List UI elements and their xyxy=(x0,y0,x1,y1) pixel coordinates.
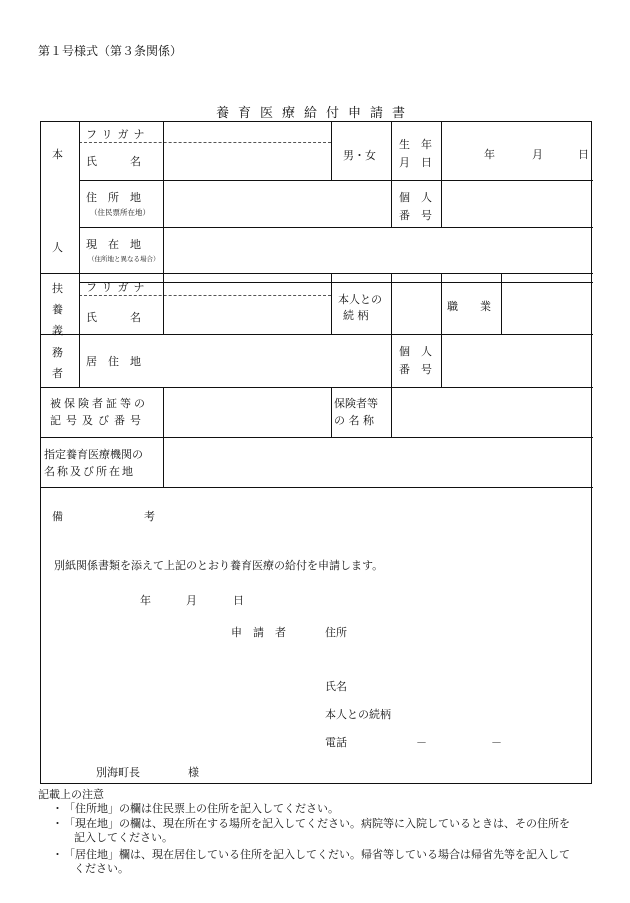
note-line-1: 「住所地」の欄は住民票上の住所を記入してください。 xyxy=(64,802,339,815)
applicant-furigana-label: フリガナ xyxy=(86,128,150,141)
guardian-furigana-label: フリガナ xyxy=(86,281,150,294)
birth-label-2: 月 日 xyxy=(399,156,432,169)
vline-guardian-side xyxy=(79,273,80,387)
rule-remarks-bottom xyxy=(41,487,593,488)
guardian-side-char-5: 者 xyxy=(52,367,63,380)
remarks-label-right: 考 xyxy=(144,510,155,523)
personal-number-label-2: 番 号 xyxy=(399,209,432,222)
remarks-label-left: 備 xyxy=(52,510,63,523)
insurance-cert-label-1: 被保険者証等の xyxy=(50,397,148,410)
document-title: 養育医療給付申請書 xyxy=(215,106,414,121)
vline-occupation-left xyxy=(441,273,442,387)
declaration-date-month: 月 xyxy=(186,594,197,607)
rule-applicant-bottom xyxy=(41,273,593,274)
note-line-2: 記入してください。 xyxy=(74,831,173,844)
current-address-note: （住所地と異なる場合） xyxy=(88,255,160,263)
rule-applicant-address-bottom xyxy=(79,227,593,228)
residence-label: 居 住 地 xyxy=(86,355,141,368)
vline-occupation-right xyxy=(501,273,502,334)
relation-label-2: 続 柄 xyxy=(343,309,369,322)
note-line-1: 「居住地」欄は、現在居住している住所を記入してくだい。帰省等している場合は帰省先等を記入して xyxy=(64,848,570,861)
declaration-date-year: 年 xyxy=(140,594,151,607)
guardian-side-char-3: 義 xyxy=(52,324,63,337)
birth-year: 年 xyxy=(484,148,495,161)
applicant-name-label: 氏 名 xyxy=(86,155,141,168)
applicant-relation-label: 本人との続柄 xyxy=(325,708,391,721)
birth-day: 日 xyxy=(578,148,589,161)
note-bullet: ・ xyxy=(52,848,63,861)
rule-insurance-bottom xyxy=(41,387,593,388)
guardian-side-char-2: 養 xyxy=(52,303,63,316)
gender-label: 男・女 xyxy=(343,149,376,162)
insurer-label-1: 保険者等 xyxy=(334,397,378,410)
personal-number-label-1: 個 人 xyxy=(399,191,432,204)
applicant-signature-label: 申 請 者 xyxy=(231,626,286,639)
relation-label-1: 本人との xyxy=(338,293,382,306)
vline-relation-right xyxy=(391,273,392,387)
vline-lower-label-col xyxy=(163,387,164,487)
applicant-side-label-bottom: 人 xyxy=(52,241,63,254)
applicant-side-label-top: 本 xyxy=(52,148,63,161)
note-bullet: ・ xyxy=(52,817,63,830)
dash-applicant-furigana xyxy=(79,142,331,143)
address-note: （住民票所在地） xyxy=(90,208,150,217)
rule-applicant-name-bottom xyxy=(79,180,593,181)
guardian-side-char-4: 務 xyxy=(52,346,63,359)
rule-guardian-name-bottom xyxy=(79,282,593,283)
vline-birth-right xyxy=(441,122,442,227)
vline-applicant-side xyxy=(79,122,80,273)
vline-gender-left xyxy=(331,122,332,180)
insurer-label-2: の 名 称 xyxy=(334,414,374,427)
rule-guardian-residence-top xyxy=(79,334,593,335)
vline-insurer-left xyxy=(331,387,332,437)
applicant-name-field-label: 氏名 xyxy=(325,680,347,693)
phone-separator-1: － xyxy=(416,736,427,749)
birth-label-1: 生 年 xyxy=(399,138,432,151)
declaration-date-day: 日 xyxy=(233,594,244,607)
vline-relation-left xyxy=(331,273,332,334)
rule-medical-bottom xyxy=(41,437,593,438)
guardian-side-char-1: 扶 xyxy=(52,282,63,295)
dash-guardian-furigana xyxy=(79,295,331,296)
note-line-1: 「現在地」の欄は、現在所在する場所を記入してください。病院等に入院しているときは、その住所を xyxy=(64,817,570,830)
addressee-label: 別海町長 xyxy=(96,766,140,779)
current-address-label: 現 在 地 xyxy=(86,238,141,251)
vline-label-col xyxy=(163,122,164,334)
vline-birth-left xyxy=(391,122,392,227)
medical-institution-label-1: 指定養育医療機関の xyxy=(44,448,143,461)
address-label: 住 所 地 xyxy=(86,191,141,204)
guardian-name-label: 氏 名 xyxy=(86,311,141,324)
medical-institution-label-2: 名称及び所在地 xyxy=(44,465,135,478)
insurance-cert-label-2: 記号及び番号 xyxy=(50,414,146,427)
notes-title: 記載上の注意 xyxy=(38,788,104,801)
phone-label: 電話 xyxy=(325,736,347,749)
honorific-label: 様 xyxy=(188,766,199,779)
guardian-personal-number-label-1: 個 人 xyxy=(399,345,432,358)
guardian-personal-number-label-2: 番 号 xyxy=(399,363,432,376)
form-number: 第１号様式（第３条関係） xyxy=(38,44,183,58)
note-line-2: ください。 xyxy=(74,862,129,875)
note-bullet: ・ xyxy=(52,802,63,815)
vline-insurer-right xyxy=(391,387,392,437)
birth-month: 月 xyxy=(532,148,543,161)
applicant-address-label: 住所 xyxy=(325,626,347,639)
declaration-statement: 別紙関係書類を添えて上記のとおり養育医療の給付を申請します。 xyxy=(54,559,384,572)
occupation-label: 職 業 xyxy=(447,300,491,313)
phone-separator-2: － xyxy=(491,736,502,749)
